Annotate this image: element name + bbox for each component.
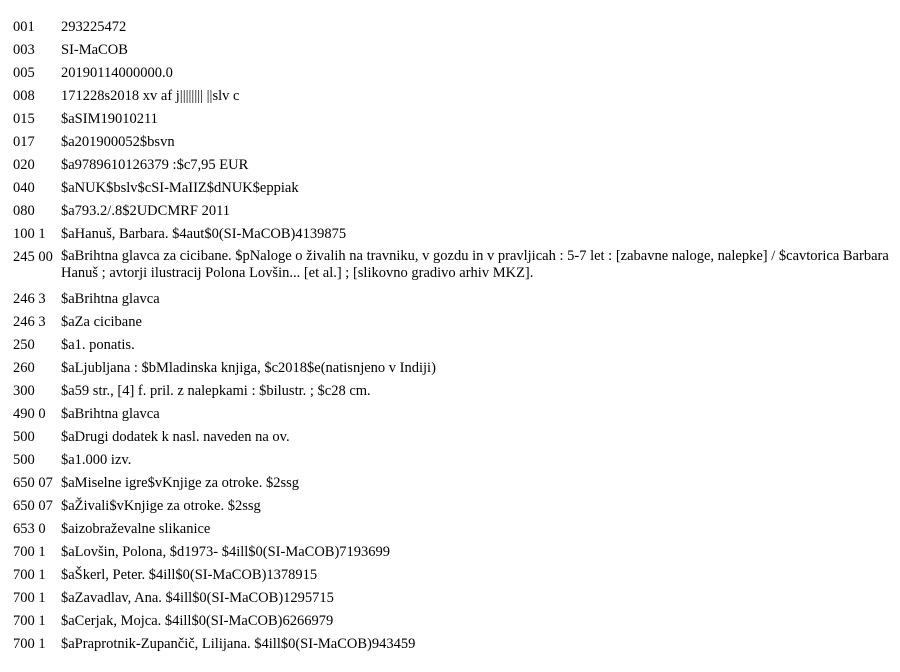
- marc-field-row: [13, 17, 893, 37]
- field-tag: 005: [13, 65, 35, 81]
- marc-field-row: [13, 63, 893, 83]
- marc-field-row: [13, 155, 893, 175]
- marc-field-row: [13, 634, 893, 654]
- field-value: $aHanuš, Barbara. $4aut$0(SI-MaCOB)4139875: [61, 226, 347, 242]
- field-value: $aPraprotnik-Zupančič, Lilijana. $4ill$0(SI-MaCOB)943459: [61, 636, 416, 652]
- field-value: $aizobraževalne slikanice: [61, 521, 211, 537]
- field-tag: 260: [13, 360, 35, 376]
- field-value: 20190114000000.0: [61, 65, 173, 81]
- marc-field-row: [13, 224, 893, 244]
- field-value: $aBrihtna glavca: [61, 291, 160, 307]
- field-tag: 700 1: [13, 636, 46, 652]
- field-tag: 500: [13, 452, 35, 468]
- field-tag: 653 0: [13, 521, 46, 537]
- field-value: 171228s2018 xv af j|||||||| ||slv c: [61, 88, 240, 104]
- field-tag: 246 3: [13, 291, 46, 307]
- field-tag: 650 07: [13, 498, 53, 514]
- field-tag: 650 07: [13, 475, 53, 491]
- marc-field-row: [13, 178, 893, 198]
- marc-field-row: [13, 519, 893, 539]
- field-value: $aLovšin, Polona, $d1973- $4ill$0(SI-MaCOB)7193699: [61, 544, 391, 560]
- field-value: 293225472: [61, 19, 127, 35]
- field-value: $aDrugi dodatek k nasl. naveden na ov.: [61, 429, 290, 445]
- field-value: $a1. ponatis.: [61, 337, 135, 353]
- marc-field-row: [13, 312, 893, 332]
- marc-field-row: [13, 381, 893, 401]
- field-tag: 700 1: [13, 590, 46, 606]
- field-value: $aZavadlav, Ana. $4ill$0(SI-MaCOB)1295715: [61, 590, 334, 606]
- field-tag: 700 1: [13, 544, 46, 560]
- field-tag: 245 00: [13, 249, 53, 265]
- field-value: $aBrihtna glavca za cicibane. $pNaloge o živalih na travniku, v gozdu in v pravljicah : 5-7 let : [zabavne naloge, nalepke] / $cavtorica Barbara Hanuš ; avtorji ilustracij Polona Lovšin... [et al.] ; [slikovno gradivo arhiv MKZ].: [61, 248, 889, 281]
- field-value: $a201900052$bsvn: [61, 134, 175, 150]
- field-value: $aMiselne igre$vKnjige za otroke. $2ssg: [61, 475, 299, 491]
- field-tag: 080: [13, 203, 35, 219]
- field-tag: 300: [13, 383, 35, 399]
- field-tag: 490 0: [13, 406, 46, 422]
- field-tag: 020: [13, 157, 35, 173]
- field-value: $aLjubljana : $bMladinska knjiga, $c2018$e(natisnjeno v Indiji): [61, 360, 436, 376]
- marc-field-row: [13, 542, 893, 562]
- field-value: $aZa cicibane: [61, 314, 142, 330]
- field-tag: 015: [13, 111, 35, 127]
- marc-record: [13, 17, 893, 657]
- field-tag: 246 3: [13, 314, 46, 330]
- marc-field-row: [13, 109, 893, 129]
- marc-field-row: [13, 247, 893, 282]
- field-value: $aSIM19010211: [61, 111, 158, 127]
- marc-field-row: [13, 358, 893, 378]
- field-tag: 001: [13, 19, 35, 35]
- marc-field-row: [13, 404, 893, 424]
- field-tag: 017: [13, 134, 35, 150]
- field-tag: 250: [13, 337, 35, 353]
- field-tag: 500: [13, 429, 35, 445]
- marc-field-row: [13, 40, 893, 60]
- field-value: $aBrihtna glavca: [61, 406, 160, 422]
- field-value: $a9789610126379 :$c7,95 EUR: [61, 157, 249, 173]
- field-value: $aŠkerl, Peter. $4ill$0(SI-MaCOB)1378915: [61, 567, 318, 583]
- field-value: $a59 str., [4] f. pril. z nalepkami : $bilustr. ; $c28 cm.: [61, 383, 371, 399]
- marc-field-row: [13, 289, 893, 309]
- marc-field-row: [13, 496, 893, 516]
- marc-field-row: [13, 132, 893, 152]
- field-value: SI-MaCOB: [61, 42, 128, 58]
- marc-field-row: [13, 86, 893, 106]
- field-tag: 003: [13, 42, 35, 58]
- marc-field-row: [13, 588, 893, 608]
- marc-field-row: [13, 473, 893, 493]
- field-tag: 040: [13, 180, 35, 196]
- marc-field-row: [13, 427, 893, 447]
- field-tag: 008: [13, 88, 35, 104]
- field-value: $a1.000 izv.: [61, 452, 132, 468]
- field-value: $aNUK$bslv$cSI-MaIIZ$dNUK$eppiak: [61, 180, 299, 196]
- marc-field-row: [13, 335, 893, 355]
- marc-field-row: [13, 565, 893, 585]
- field-value: $aCerjak, Mojca. $4ill$0(SI-MaCOB)6266979: [61, 613, 334, 629]
- field-tag: 700 1: [13, 613, 46, 629]
- field-tag: 700 1: [13, 567, 46, 583]
- field-tag: 100 1: [13, 226, 46, 242]
- marc-field-row: [13, 450, 893, 470]
- marc-field-row: [13, 611, 893, 631]
- field-value: $aŽivali$vKnjige za otroke. $2ssg: [61, 498, 261, 514]
- marc-field-row: [13, 201, 893, 221]
- field-value: $a793.2/.8$2UDCMRF 2011: [61, 203, 231, 219]
